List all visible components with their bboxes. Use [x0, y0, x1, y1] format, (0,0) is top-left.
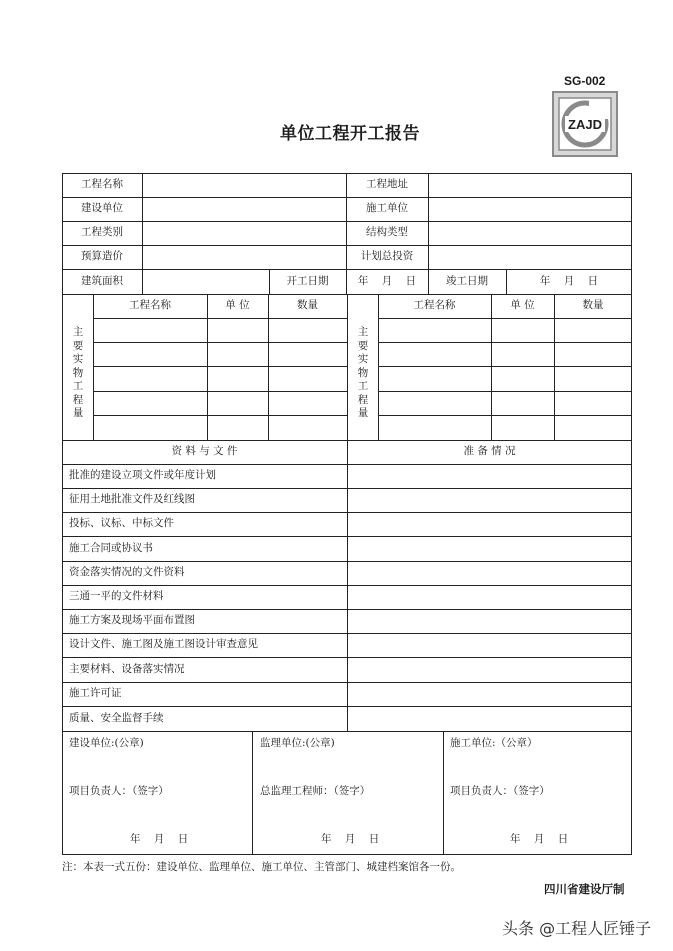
quantities-side-label-left: 主要实物工程量 [72, 326, 84, 419]
completion-date-label: 竣工日期 [446, 275, 488, 287]
construction-project-leader-signature: 项目负责人：（签字） [450, 785, 550, 797]
document-item: 资金落实情况的文件资料 [69, 566, 185, 578]
document-item: 批准的建设立项文件或年度计划 [69, 469, 216, 481]
chief-supervisor-signature: 总监理工程师：（签字） [260, 785, 371, 797]
structure-type-label: 结构类型 [366, 226, 408, 238]
qty-header-unit-right: 单 位 [510, 299, 535, 311]
document-item: 施工方案及现场平面布置图 [69, 614, 195, 626]
documents-header: 资 料 与 文 件 [171, 445, 238, 457]
form-title: 单位工程开工报告 [280, 124, 420, 144]
document-item: 主要材料、设备落实情况 [69, 663, 185, 675]
document-item: 施工许可证 [69, 687, 122, 699]
qty-header-name-left: 工程名称 [129, 299, 171, 311]
document-item: 征用土地批准文件及红线图 [69, 493, 195, 505]
qty-header-unit-left: 单 位 [225, 299, 250, 311]
footnote: 注：本表一式五份：建设单位、监理单位、施工单位、主管部门、城建档案馆各一份。 [62, 861, 461, 873]
status-header: 准 备 情 况 [463, 445, 516, 457]
document-item: 质量、安全监督手续 [69, 712, 164, 724]
document-item: 施工合同或协议书 [69, 542, 153, 554]
document-item: 设计文件、施工图及施工图设计审查意见 [69, 638, 258, 650]
budget-cost-label: 预算造价 [81, 250, 123, 262]
qty-header-amount-right: 数量 [582, 299, 604, 311]
planned-investment-label: 计划总投资 [360, 250, 414, 262]
svg-text:ZAJD: ZAJD [568, 117, 602, 132]
start-date-value: 年 月 日 [357, 275, 417, 287]
form-code: SG-002 [564, 74, 606, 88]
quantities-side-label-right: 主要实物工程量 [357, 326, 369, 419]
supervision-unit-date: 年 月 日 [321, 833, 380, 845]
supervision-unit-seal: 监理单位:(公章) [260, 737, 335, 749]
completion-date-value: 年 月 日 [539, 275, 599, 287]
build-unit-date: 年 月 日 [130, 833, 189, 845]
project-address-label: 工程地址 [366, 178, 408, 190]
issuer: 四川省建设厅制 [544, 882, 625, 896]
qty-header-amount-left: 数量 [297, 299, 318, 311]
document-item: 投标、议标、中标文件 [69, 517, 174, 529]
construction-unit-label: 施工单位 [366, 202, 408, 214]
project-name-label: 工程名称 [81, 178, 123, 190]
watermark: 头条 @工程人匠锤子 [502, 919, 652, 938]
start-date-label: 开工日期 [286, 275, 329, 287]
build-project-leader-signature: 项目负责人：（签字） [69, 785, 169, 797]
document-item: 三通一平的文件材料 [69, 590, 164, 602]
qty-header-name-right: 工程名称 [413, 299, 456, 311]
project-category-label: 工程类别 [81, 226, 123, 238]
construction-unit-date: 年 月 日 [510, 833, 569, 845]
building-area-label: 建筑面积 [81, 275, 123, 287]
build-unit-label: 建设单位 [81, 202, 123, 214]
construction-unit-seal: 施工单位:（公章） [450, 737, 538, 749]
build-unit-seal: 建设单位:(公章) [69, 737, 144, 749]
